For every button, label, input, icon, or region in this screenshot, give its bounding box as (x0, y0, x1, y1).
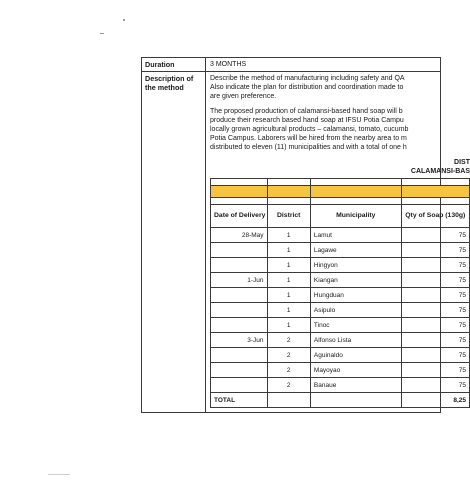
cell-municipality: Aguinaldo (310, 348, 401, 363)
table-row (211, 318, 470, 333)
table-row (211, 303, 470, 318)
cell-qty: 75 (401, 363, 469, 378)
method-row (142, 72, 441, 413)
cell-qty: 75 (401, 258, 469, 273)
table-row (211, 273, 470, 288)
cell-municipality: Kiangan (310, 273, 401, 288)
scan-mark (123, 19, 125, 21)
table-row (211, 333, 470, 348)
cell-qty: 75 (401, 288, 469, 303)
cell-qty: 75 (401, 243, 469, 258)
column-header-row (211, 205, 470, 228)
cell-district: 1 (267, 273, 310, 288)
method-paragraph-2: The proposed production of calamansi-based hand soap will b produce their research based hand soap at IFSU Potia Campu locally grown agricultural products – calamansi, tomato, cucumb Potia Campus. Laborers will be hired from the nearby area to m distributed to eleven (11) municipalities and with a total of one h (210, 108, 409, 151)
table-row (211, 228, 470, 243)
cell-date: 1-Jun (211, 273, 268, 288)
cell-municipality: Hungduan (310, 288, 401, 303)
cell-date (211, 318, 268, 333)
cell-qty: 75 (401, 348, 469, 363)
cell-municipality: Asipulo (310, 303, 401, 318)
cell-municipality: Banaue (310, 378, 401, 393)
blank-row (211, 198, 470, 205)
cell-district: 1 (267, 243, 310, 258)
cell-municipality: Lagawe (310, 243, 401, 258)
cell-municipality: Tinoc (310, 318, 401, 333)
cell-municipality: Lamut (310, 228, 401, 243)
duration-row (142, 58, 441, 72)
cell-date (211, 258, 268, 273)
distribution-table (210, 178, 470, 408)
table-row (211, 348, 470, 363)
scan-mark (48, 474, 70, 475)
method-paragraph-1: Describe the method of manufacturing including safety and QA Also indicate the plan for distribution and coordination made to are given preference. (210, 75, 405, 100)
cell-date (211, 363, 268, 378)
cell-qty: 75 (401, 228, 469, 243)
cell-district: 2 (267, 348, 310, 363)
cell-district: 1 (267, 303, 310, 318)
cell-date (211, 303, 268, 318)
cell-municipality: Hingyon (310, 258, 401, 273)
duration-label: Duration (142, 58, 206, 72)
table-row (211, 288, 470, 303)
table-row (211, 363, 470, 378)
cell-date: 3-Jun (211, 333, 268, 348)
method-label: Description of the method (142, 72, 206, 413)
cell-district: 2 (267, 378, 310, 393)
cell-date (211, 378, 268, 393)
distribution-block (210, 158, 470, 408)
cell-qty: 75 (401, 303, 469, 318)
col-date-of-delivery: Date of Delivery (211, 205, 268, 228)
table-row (211, 378, 470, 393)
cell-municipality: Mayoyao (310, 363, 401, 378)
blank-row (211, 179, 470, 186)
cell-district: 1 (267, 318, 310, 333)
cell-municipality: Alfonso Lista (310, 333, 401, 348)
total-value: 8,25 (401, 393, 469, 408)
cell-date (211, 288, 268, 303)
cell-district: 1 (267, 288, 310, 303)
cell-district: 1 (267, 228, 310, 243)
project-details-table (141, 57, 470, 413)
col-municipality: Municipality (310, 205, 401, 228)
duration-value: 3 MONTHS (206, 58, 441, 72)
scan-mark (100, 33, 104, 34)
cell-date (211, 348, 268, 363)
cell-date: 28-May (211, 228, 268, 243)
method-content (206, 72, 470, 413)
total-label: TOTAL (211, 393, 268, 408)
cell-district: 2 (267, 333, 310, 348)
cell-district: 1 (267, 258, 310, 273)
cell-district: 2 (267, 363, 310, 378)
cell-date (211, 243, 268, 258)
cell-qty: 75 (401, 378, 469, 393)
distribution-title: DIST CALAMANSI-BAS (410, 159, 470, 175)
cell-qty: 75 (401, 273, 469, 288)
total-row (211, 393, 470, 408)
cell-qty: 75 (401, 333, 469, 348)
table-row (211, 258, 470, 273)
col-district: District (267, 205, 310, 228)
highlight-row (211, 186, 470, 198)
cell-qty: 75 (401, 318, 469, 333)
col-qty-of-soap: Qty of Soap (130g) (401, 205, 469, 228)
table-row (211, 243, 470, 258)
